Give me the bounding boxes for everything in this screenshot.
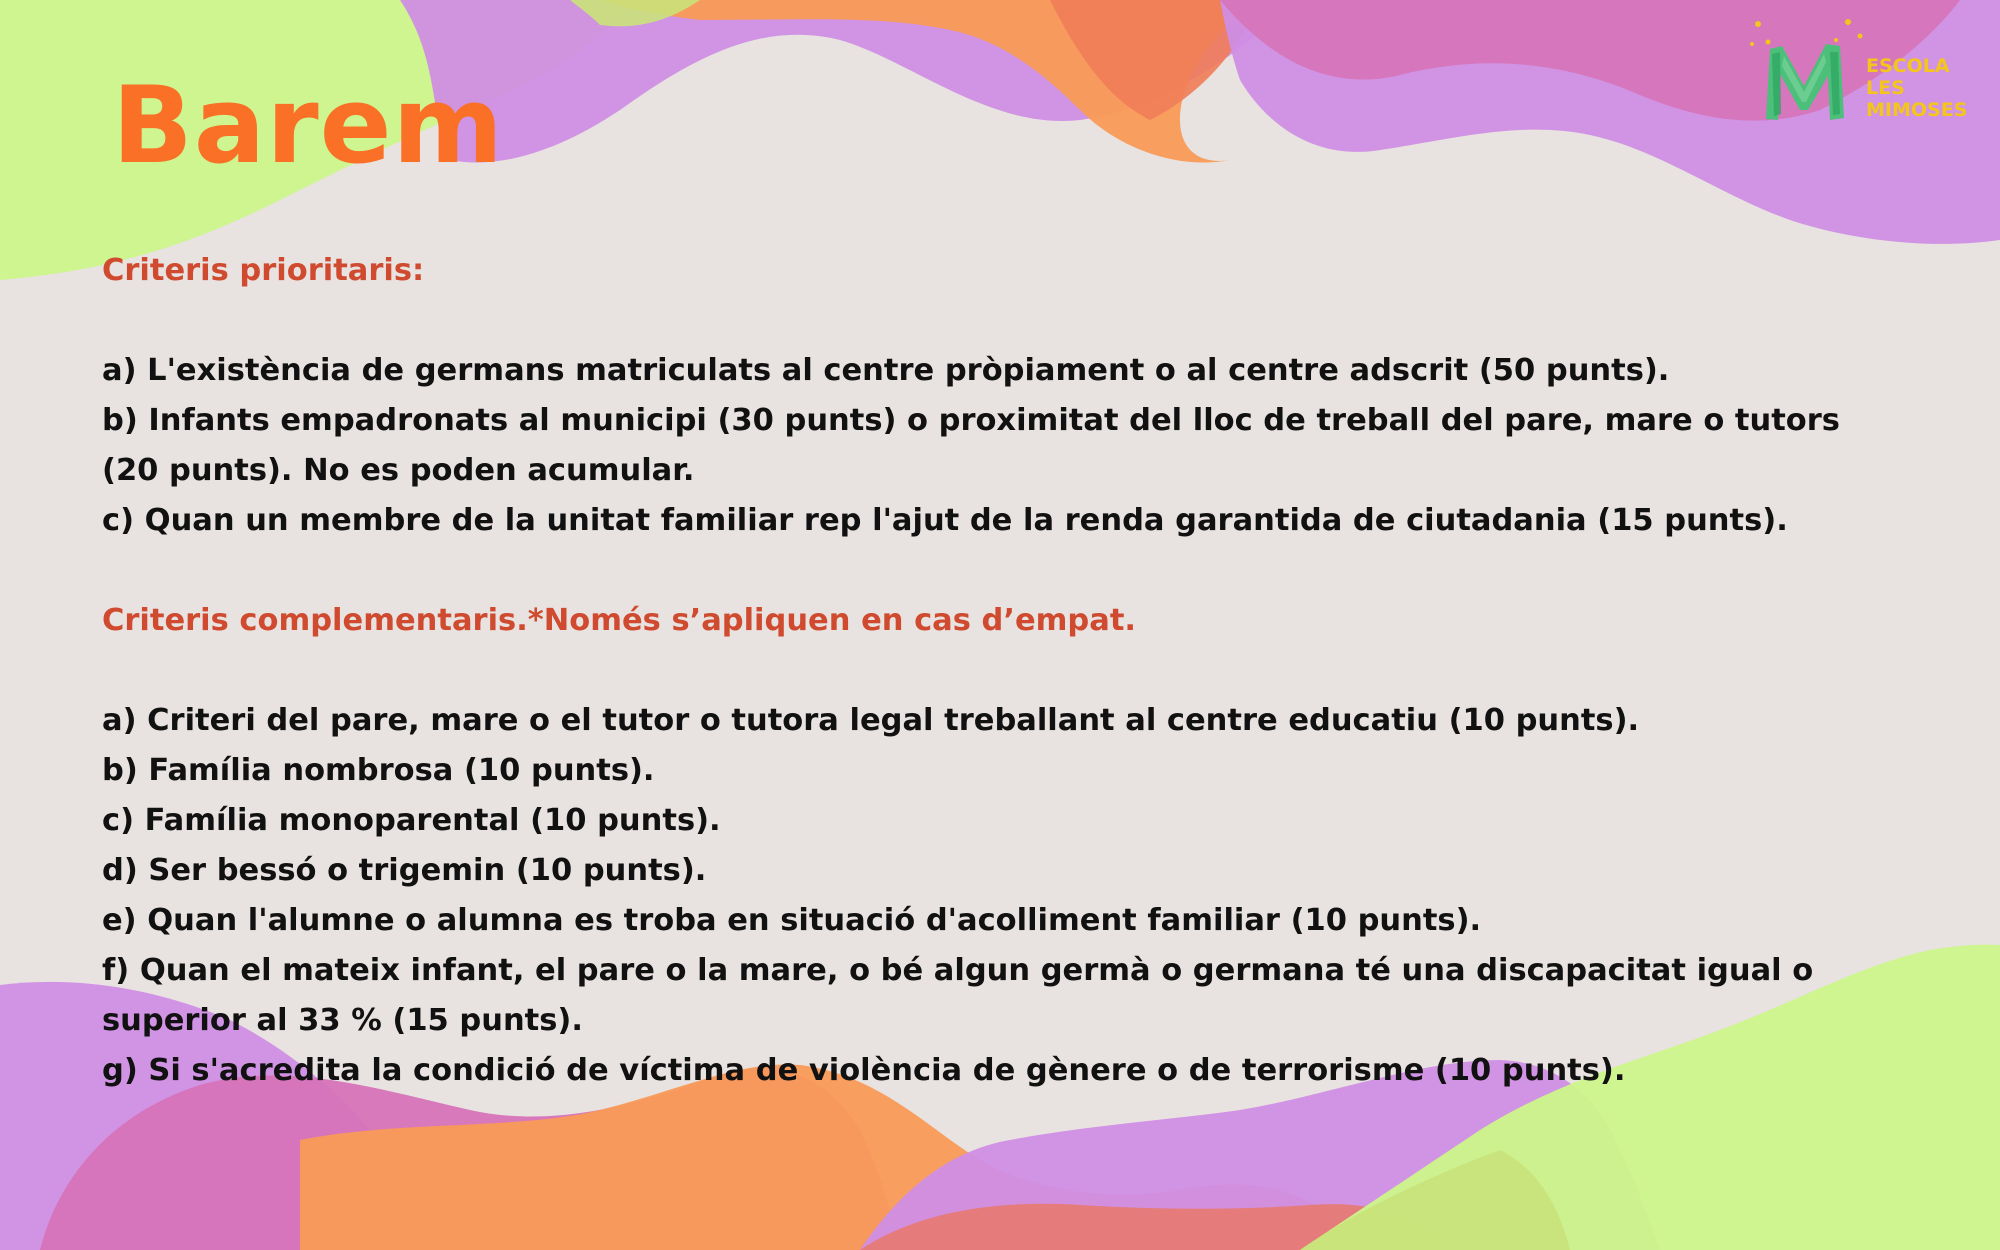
complementaris-item-g: g) Si s'acredita la condició de víctima de violència de gènere o de terrorisme (10 punts). [102, 1053, 1626, 1088]
logo-line-1: ESCOLA [1866, 55, 1950, 77]
spacer [102, 546, 1882, 596]
complementaris-item-f: f) Quan el mateix infant, el pare o la mare, o bé algun germà o germana té una discapacitat igual o superior al 33 % (15 punts). [102, 953, 1814, 1038]
complementaris-heading: Criteris complementaris.*Només s’apliquen en cas d’empat. [102, 603, 1136, 638]
complementaris-item-b: b) Família nombrosa (10 punts). [102, 753, 655, 788]
logo-text [1866, 55, 1986, 121]
complementaris-item-d: d) Ser bessó o trigemin (10 punts). [102, 853, 707, 888]
spacer [102, 296, 1882, 346]
logo-line-3: MIMOSES [1866, 99, 1968, 121]
logo-line-2: LES [1866, 77, 1905, 99]
complementaris-item-c: c) Família monoparental (10 punts). [102, 803, 721, 838]
prioritaris-heading: Criteris prioritaris: [102, 253, 425, 288]
prioritaris-item-a: a) L'existència de germans matriculats al centre pròpiament o al centre adscrit (50 punts). [102, 353, 1670, 388]
spacer [102, 646, 1882, 696]
prioritaris-item-b: b) Infants empadronats al municipi (30 punts) o proximitat del lloc de treball del pare, mare o tutors (20 punts). No es poden acumular. [102, 403, 1840, 488]
slide-title: Barem [112, 64, 504, 187]
prioritaris-item-c: c) Quan un membre de la unitat familiar rep l'ajut de la renda garantida de ciutadania (15 punts). [102, 503, 1788, 538]
criteria-content [102, 246, 1882, 1096]
complementaris-item-a: a) Criteri del pare, mare o el tutor o tutora legal treballant al centre educatiu (10 punts). [102, 703, 1640, 738]
complementaris-item-e: e) Quan l'alumne o alumna es troba en situació d'acolliment familiar (10 punts). [102, 903, 1482, 938]
